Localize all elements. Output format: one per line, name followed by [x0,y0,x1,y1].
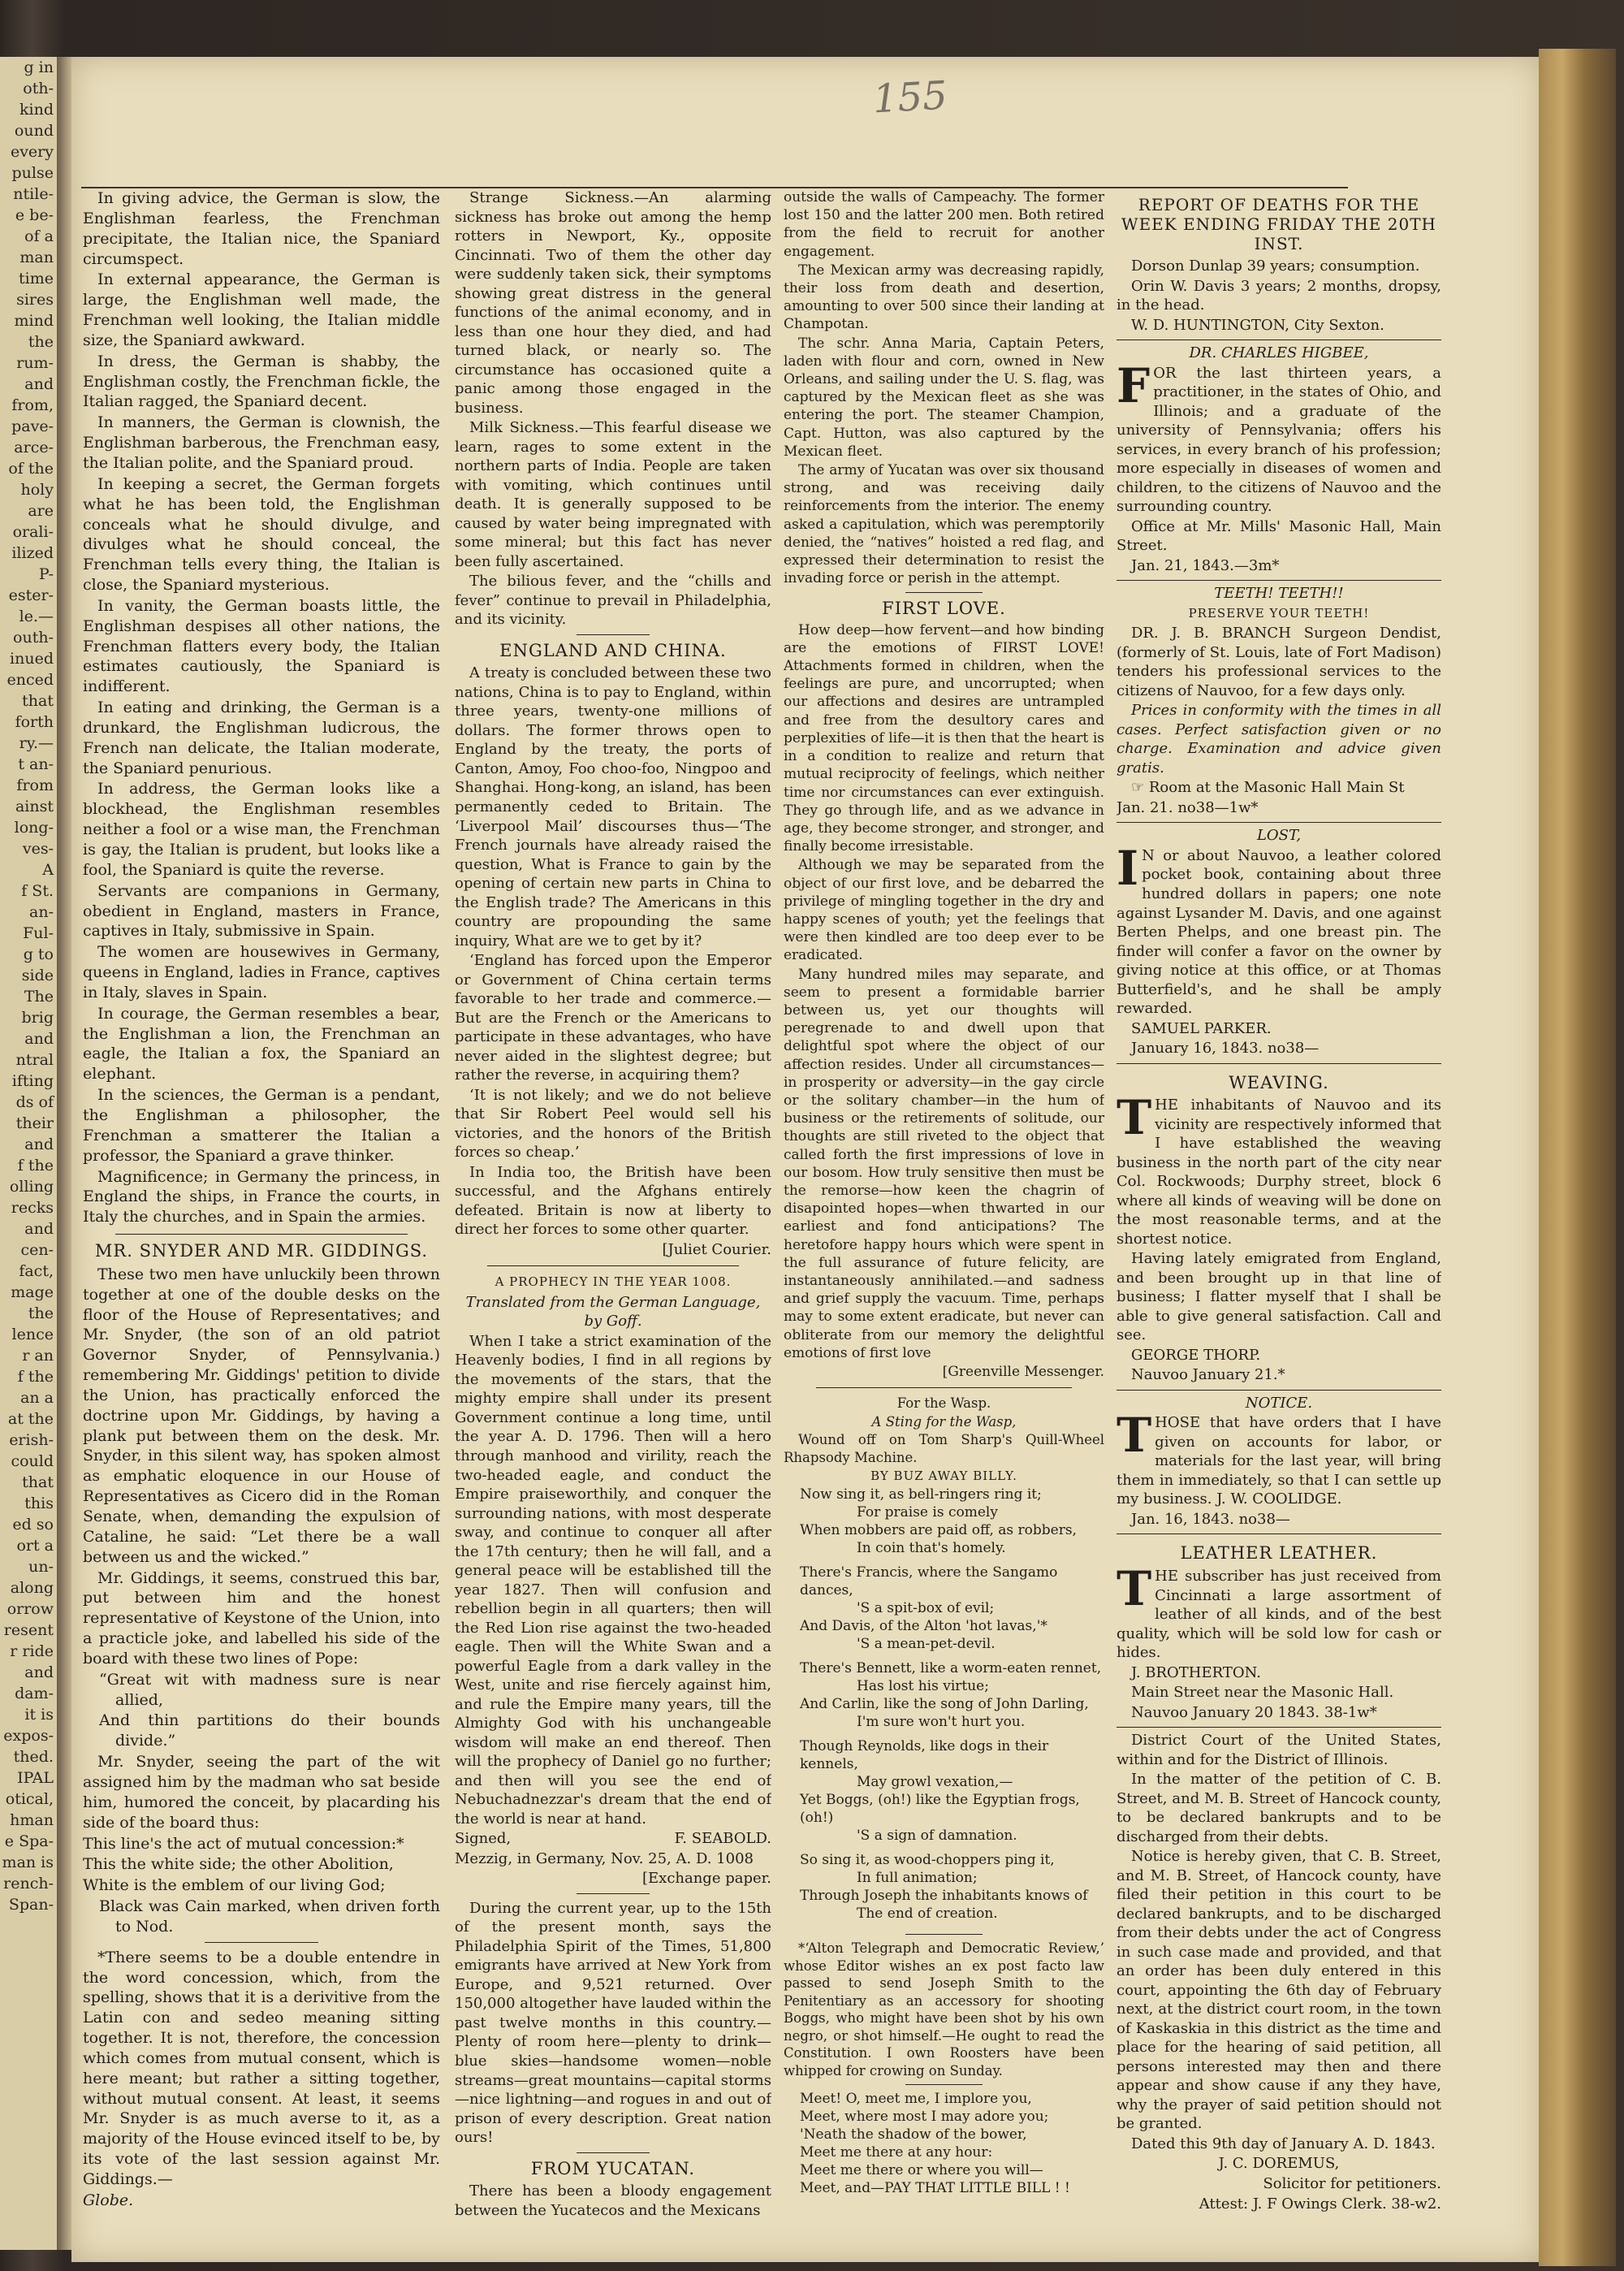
prev-page-fragment: of a [24,227,54,245]
prev-page-fragment: ves- [22,840,54,858]
prev-page-fragment: every [10,143,54,161]
prev-page-fragment: f the [17,1157,54,1174]
higbee-headline: DR. CHARLES HIGBEE, [1189,344,1369,362]
previous-page-edge [0,57,57,2250]
prev-page-fragment: ound [14,122,54,140]
poem-line: May growl vexation,— [857,1774,1013,1791]
prev-page-fragment: ort a [16,1537,54,1555]
column-2 [455,188,771,2226]
prev-page-fragment: pave- [11,417,54,435]
meet-line: Meet, where most I may adore you; [800,2109,1049,2126]
prev-page-fragment: cen- [20,1241,54,1259]
prev-page-fragment: un- [28,1558,54,1576]
prev-page-fragment: f St. [21,882,54,900]
prophecy-source: [Exchange paper. [642,1870,771,1888]
prev-page-fragment: ntile- [13,185,54,203]
love-headline: FIRST LOVE. [882,599,1006,619]
prev-page-fragment: mage [11,1283,54,1301]
leather-date: Nauvoo January 20 1843. 38-1w* [1131,1703,1377,1721]
prev-page-fragment: ester- [8,586,54,604]
court-attest: Attest: J. F Owings Clerk. 38-w2. [1199,2195,1441,2213]
signed-name: F. SEABOLD. [674,1830,771,1848]
essay-paragraph: In address, the German looks like a blockhead, the Englishman resembles neither a fool or a wise man, the Frenchman is gay, the Italian is prudent, but looks like a fool, the Spaniard is quite the reverse. [83,780,440,879]
lost-date: January 16, 1843. no38— [1131,1040,1320,1058]
yucatan-paragraph: There has been a bloody engagement between the Yucatecos and the Mexicans [455,2182,771,2219]
prev-page-fragment: brig [21,1009,54,1027]
poem-line: 'S a sign of damnation. [857,1828,1017,1845]
poem-line: Though Reynolds, like dogs in their kennels, [800,1738,1049,1773]
prev-page-fragment: ifting [11,1072,54,1090]
prev-page-fragment: that [22,692,54,710]
court-paragraph: Notice is hereby given, that C. B. Street, and M. B. Street, of Hancock county, have filed their petition in this court to be declared bankrupts, and to be discharged from their debts under the act of Congress in such case made and provided, and that an order has been duly entered in this court, appointing the 6th day of February next, at the district court room, in the town of Kaskaskia in this district as the time and place for the hearing of said petition, all persons interested may then and there appear and show cause if any they have, why the prayer of said petition should not be granted. [1116,1848,1441,2133]
essay-paragraph: The women are housewives in Germany, queens in England, ladies in France, captives in Italy, slaves in Spain. [83,943,440,1001]
yucatan-paragraph: outside the walls of Campeachy. The former lost 150 and the latter 200 men. Both retired from the field to recruit for another engagement. [784,189,1104,260]
nations-essay [83,188,440,1227]
love-paragraph: Although we may be separated from the object of our first love, and be debarred the privilege of mingling together in the dry and happy scenes of youth; yet the feelings that were then kindled are too deep ever to be eradicated. [784,857,1104,964]
short-rule [205,1942,318,1943]
prev-page-fragment: fact, [19,1262,54,1280]
prev-page-fragment: le.— [19,608,54,625]
snyder-paragraph: These two men have unluckily been thrown together at one of the double desks on the floor of the House of Representatives; and Mr. Snyder, (the son of an old patriot Governor Snyder, of Pennsylvania.) remembering Mr. Giddings' petition to divide the Union, has practically enforced the doctrine upon Mr. Giddings, by having a plank put between them on the desk. Mr. Snyder, in this silent way, has spoken almost as emphatic eloquence in our House of Representatives as Cicero did in the Roman Senate, when, demanding the expulsion of Cataline, he said: “Let there be a wall between us and the wicked.” [83,1265,440,1566]
pope-line: And thin partitions do their bounds divide.” [99,1711,440,1750]
leather-signature: J. BROTHERTON. [1131,1663,1261,1681]
book-edge [1539,49,1616,2266]
signed-label: Signed, [455,1830,512,1848]
short-rule [905,2084,983,2085]
notice-ad [1116,1390,1441,1529]
stanza-gap [800,1731,1104,1737]
prev-page-fragment: olling [9,1178,54,1196]
prev-page-fragment: outh- [13,629,54,647]
teeth-subtitle: PRESERVE YOUR TEETH! [1188,605,1370,621]
prev-page-fragment: Span- [8,1896,54,1914]
poem-line: Through Joseph the inhabitants knows of [800,1888,1088,1905]
love-paragraph: Many hundred miles may separate, and seem to present a formidable barrier between us, yet our thoughts will peregrenade to and dwell upon that delightful spot where the object of our affection resides. Under all circumstances—in prosperity or adversity—in the gay circle or the solitary chamber—in the hum of business or the retirements of solitude, our thoughts are still riveted to the object that called forth the first impressions of love in our bosom. How truly sensitive then must be the remorse—how keen the chagrin of disapointed hopes—when thwarted in our earliest and fond anticipations? The heretofore happy hours which were spent in the full assurance of future felicity, are instantaneously annihilated.—and sadness and grief supply the vacuum. Time, perhaps may to some extent eradicate, but never can obliterate from our memory the delightful emotions of first love [784,966,1104,1361]
prev-page-fragment: ntral [15,1051,54,1069]
drop-cap: T [1116,1408,1152,1464]
emigrants-paragraph: During the current year, up to the 15th of the present month, says the Philadelphia Spirit of the Times, 51,800 emigrants have arrived at New York from Europe, and 9,521 returned. Over 150,000 altogether have lauded within the past twelve months in this country.—Plenty of room here—plenty to drink—blue skies—handsome women—noble streams—great mountains—capital storms—nice lightning—and rogues in and out of prison of every description. Great nation ours! [455,1899,771,2147]
poem-line: In full animation; [857,1870,978,1887]
prev-page-fragment: A [42,861,54,879]
prev-page-fragment: an- [29,903,54,921]
poem-line: In coin that's homely. [857,1540,1006,1557]
prev-page-fragment: long- [14,819,54,837]
snyder-headline: MR. SNYDER AND MR. GIDDINGS. [94,1241,429,1261]
essay-paragraph: In giving advice, the German is slow, the Englishman fearless, the Frenchman precipitate, the Italian nice, the Spaniard circumspect. [83,189,440,268]
column-rule [816,1387,1072,1388]
meet-poem [784,2090,1104,2197]
prev-page-fragment: P- [38,565,54,583]
prev-page-fragment: their [15,1114,54,1132]
prev-page-fragment: erish- [9,1431,54,1449]
prev-page-fragment: hman [10,1811,54,1829]
teeth-ad [1116,580,1441,817]
poem-line: There's Bennett, like a worm-eaten rennet, [800,1660,1102,1677]
love-paragraph: How deep—how fervent—and how binding are the emotions of FIRST LOVE! Attachments formed in children, when the feelings are pure, and uncorrupted; when our affections and desires are untrampled and free from the desultory cares and perplexities of life—it is then that the heart is in a condition to realize and return that mutual reciprocity of feelings, which neither time nor circumstances can ever extinguish. They go through life, and as we advance in age, they become stronger, and stronger, and finally become irresistable. [784,621,1104,855]
weaving-text: HE inhabitants of Nauvoo and its vicinity are respectively informed that I have established the weaving business in the north part of the city near Col. Rockwoods; Durphy street, block 6 where all kinds of weaving will be done on the most reasonable terms, and at the shortest notice. [1116,1097,1441,1248]
yucatan-paragraph: The Mexican army was decreasing rapidly, their loss from death and desertion, amounting to over 500 since their landing at Champotan. [784,262,1104,333]
weaving-ad [1116,1063,1441,1385]
column-3 [784,188,1104,2226]
prev-page-fragment: oth- [23,80,54,97]
prev-page-fragment: Ful- [23,924,54,942]
verse-line: This line's the act of mutual concession:* [83,1834,404,1853]
weaving-date: Nauvoo January 21.* [1131,1366,1285,1384]
wasp-for: For the Wasp. [896,1395,991,1412]
stanza-gap [800,1557,1104,1564]
short-rule [577,634,650,635]
prev-page-fragment: and [24,1030,54,1048]
essay-paragraph: In the sciences, the German is a pendant, the Englishman a philosopher, the Frenchman a smatterer the Italian a professor, the Spaniard a grave thinker. [83,1086,440,1165]
prophecy-subtitle: Translated from the German Language, by Goff. [465,1293,761,1330]
teeth-text: DR. J. B. BRANCH Surgeon Dendist, (formerly of St. Louis, late of Fort Madison) tenders his professional services to the citizens of Nauvoo, for a few days only. [1116,625,1441,699]
poem-line: 'S a spit-box of evil; [857,1600,995,1617]
prev-page-fragment: and [24,1663,54,1681]
strange-sickness: Strange Sickness.—An alarming sickness has broke out among the hemp rotters in Newport, Ky., opposite Cincinnati. Two of them the other day were suddenly taken sick, their symptoms showing great distress in the general functions of the animal economy, and in less than one hour they died, and had turned black, or nearly so. The circumstance has occasioned quite a panic among those engaged in the business. [455,189,771,417]
prev-page-fragment: The [24,988,54,1006]
verse-line: White is the emblem of our living God; [83,1876,386,1895]
prev-page-fragment: lence [11,1326,54,1343]
page-number: 155 [871,72,949,123]
lost-text: N or about Nauvoo, a leather colored pocket book, containing about three hundred dollars in papers; one note against Lysander M. Davis, and one against Berten Phelps, and one breast pin. The finder will confer a favor on the owner by giving notice at this office, or at Thomas Butterfield's, and he shall be amply rewarded. [1116,846,1441,1018]
prev-page-fragment: g in [24,58,54,76]
notice-headline: NOTICE. [1245,1394,1313,1412]
meet-line: Meet! O, meet me, I implore you, [800,2091,1032,2108]
china-paragraph: A treaty is concluded between these two nations, China is to pay to England, within three years, twenty-one millions of dollars. The former throws open to England by the treaty, the ports of Canton, Amoy, Foo choo-foo, Ningpoo and Shanghai. Hong-kong, an island, has been permanently ceded to Britain. The ‘Liverpool Mail’ discourses thus—‘The French journals have already raised the question, What is France to gain by the opening of certain new parts in China to the English trade? The Americans in this country are propounding the same inquiry, What are we to get by it? [455,664,771,949]
poem-line: So sing it, as wood-choppers ping it, [800,1852,1055,1869]
notice-date: Jan. 16, 1843. no38— [1131,1510,1290,1528]
prev-page-fragment: ry.— [19,734,54,752]
prophecy-headline: A PROPHECY IN THE YEAR 1008. [495,1274,732,1290]
lost-headline: LOST, [1256,827,1302,845]
yucatan-headline: FROM YUCATAN. [530,2158,696,2178]
stanza-gap [800,1653,1104,1659]
prev-page-fragment: sires [16,291,54,309]
prev-page-fragment: and [24,1220,54,1238]
prev-page-fragment: t an- [18,755,54,773]
prev-page-fragment: side [21,967,54,984]
pope-line: “Great wit with madness sure is near allied, [99,1670,440,1709]
death-entry: Orin W. Davis 3 years; 2 months, dropsy, in the head. [1116,277,1441,314]
prev-page-fragment: of the [8,460,54,478]
prev-page-fragment: that [22,1473,54,1491]
short-rule [577,1893,650,1894]
poem-line: Yet Boggs, (oh!) like the Egyptian frogs, (oh!) [800,1792,1080,1827]
prev-page-fragment: forth [15,713,54,731]
prev-page-fragment: it is [24,1706,54,1724]
meet-line: Meet me there or where you will— [800,2162,1043,2179]
prev-page-fragment: r an [22,1347,54,1365]
prev-page-fragment: rench- [3,1875,54,1892]
higbee-date: Jan. 21, 1843.—3m* [1131,556,1280,574]
wasp-poem [784,1486,1104,1929]
poem-line: When mobbers are paid off, as robbers, [800,1522,1077,1539]
prev-page-fragment: from [16,776,54,794]
prev-page-fragment: expos- [3,1727,54,1745]
prev-page-fragment: g to [23,945,54,963]
column-rule [115,1234,408,1235]
weaving-text-2: Having lately emigrated from England, and been brought up in that line of business; I flatter myself that I shall be able to give general satisfaction. Call and see. [1116,1250,1441,1344]
sexton-signature: W. D. HUNTINGTON, City Sexton. [1131,316,1384,334]
leather-text: HE subscriber has just received from Cincinnati a large assortment of leather of all kinds, and of the best quality, which will be sold low for cash or hides. [1116,1568,1441,1662]
prev-page-fragment: IPAL [17,1769,54,1787]
prev-page-fragment: otical, [5,1790,54,1808]
higbee-text: OR the last thirteen years, a practitioner, in the states of Ohio, and Illinois; and a graduate of the university of Pennsylvania; offers his services, in every branch of his profession; more especially in diseases of women and children, to the citizens of Nauvoo and the surrounding country. [1116,364,1441,516]
prev-page-fragment: man [19,249,54,266]
prev-page-fragment: resent [3,1621,54,1639]
poem-line: Has lost his virtue; [857,1678,989,1695]
prev-page-fragment: and [24,1136,54,1153]
wasp-byline: BY BUZ AWAY BILLY. [870,1469,1017,1484]
meet-line: 'Neath the shadow of the bower, [800,2126,1027,2143]
yucatan-paragraph: The army of Yucatan was over six thousand strong, and was receiving daily reinforcements from the interior. The enemy asked a capitulation, which was peremptorily denied, the “natives” hoisted a red flag, and expressed their determination to resist the invading force or perish in the attempt. [784,462,1104,587]
short-rule [905,1934,983,1935]
notice-text: HOSE that have orders that I have given on accounts for labor, or materials for the last year, will bring them in immediately, so that I can settle up my business. J. W. COOLIDGE. [1116,1414,1441,1508]
stanza-gap [800,1923,1104,1929]
snyder-paragraph: Mr. Giddings, it seems, construed this bar, put between him and the honest representative of Keystone of the Union, into a practicle joke, and labelled his side of the board with these two lines of Pope: [83,1568,440,1668]
prev-page-fragment: mind [14,312,54,330]
drop-cap: I [1116,840,1139,896]
bilious-fever: The bilious fever, and the “chills and fever” continue to prevail in Philadelphia, and its vicinity. [455,573,771,629]
leather-ad [1116,1533,1441,1722]
poem-line: And Davis, of the Alton 'hot lavas,'* [800,1618,1047,1635]
column-1 [83,188,440,2226]
footnote-source: Globe. [83,2191,134,2209]
prev-page-fragment: are [28,502,54,520]
court-signature: J. C. DOREMUS, [1218,2155,1340,2173]
court-paragraph: In the matter of the petition of C. B. Street, and M. B. Street of Hancock county, to be declared bankrupts and to be discharged from their debts. [1116,1771,1441,1845]
china-paragraph: ‘It is not likely; and we do not believe that Sir Robert Peel would sell his victories, and the honors of the British forces so cheap.’ [455,1086,771,1161]
prev-page-fragment: ainst [15,798,54,815]
lost-ad [1116,822,1441,1058]
court-heading: District Court of the United States, within and for the District of Illinois. [1116,1732,1441,1768]
short-rule [905,592,983,593]
prev-page-fragment: pulse [11,164,54,182]
essay-paragraph: In courage, the German resembles a bear, the Englishman a lion, the Frenchman an eagle, the Italian a fox, the Spaniard an elephant. [83,1004,440,1084]
wasp-title: A Sting for the Wasp, [871,1413,1017,1430]
essay-paragraph: In external appearance, the German is large, the Englishman well made, the Frenchman well looking, the Italian middle size, the Spaniard awkward. [83,270,440,349]
teeth-prices: Prices in conformity with the times in all cases. Perfect satisfaction given or no charge. Examination and advice given gratis. [1116,702,1441,776]
prev-page-fragment: arce- [14,439,54,456]
prev-page-fragment: orali- [12,523,54,541]
prev-page-fragment: an a [20,1389,54,1407]
essay-paragraph: In keeping a secret, the German forgets what he has been told, the Englishman conceals what he should divulge, and divulges what he should conceal, the Frenchman tells every thing, the Italian is close, the Spaniard mysterious. [83,474,440,595]
court-dated: Dated this 9th day of January A. D. 1843. [1131,2135,1436,2152]
prophecy-place: Mezzig, in Germany, Nov. 25, A. D. 1008 [455,1849,754,1867]
prev-page-fragment: could [11,1452,54,1470]
china-source: [Juliet Courier. [662,1240,771,1258]
drop-cap: T [1116,1561,1152,1616]
leather-headline: LEATHER LEATHER. [1180,1543,1378,1564]
teeth-headline: TEETH! TEETH!! [1214,585,1344,603]
prev-page-fragment: rum- [16,354,54,372]
snyder-paragraph: Mr. Snyder, seeing the part of the wit assigned him by the madman who sat beside him, humored the conceit, by placarding his side of the board thus: [83,1753,440,1832]
prev-page-fragment: and [24,375,54,393]
poem-line: For praise is comely [857,1504,998,1521]
prev-page-fragment: kind [19,101,54,119]
lost-signature: SAMUEL PARKER. [1131,1019,1272,1037]
love-source: [Greenville Messenger. [942,1364,1104,1380]
verse-line: Black was Cain marked, when driven forth to Nod. [99,1897,440,1936]
prev-page-fragment: ds of [15,1093,54,1111]
prev-page-fragment: f the [17,1368,54,1386]
yucatan-paragraph: The schr. Anna Maria, Captain Peters, laden with flour and corn, owned in New Orleans, and sailing under the U. S. flag, was captured by the Mexican fleet as she was entering the port. The steamer Champion, Capt. Hutton, was also captured by the Mexican fleet. [784,335,1104,460]
meet-line: Meet, and—PAY THAT LITTLE BILL ! ! [800,2180,1070,2197]
prev-page-fragment: e be- [15,206,54,224]
court-role: Solicitor for petitioners. [1263,2174,1441,2192]
poem-line: I'm sure won't hurt you. [857,1714,1026,1731]
higbee-ad [1116,340,1441,575]
weaving-headline: WEAVING. [1229,1072,1329,1092]
prev-page-fragment: enced [6,671,54,689]
prev-page-fragment: e Spa- [4,1832,54,1850]
column-rule [487,1265,739,1266]
short-rule [577,2152,650,2153]
essay-paragraph: In eating and drinking, the German is a drunkard, the Englishman ludicrous, the French nan delicate, the Italian moderate, the Spaniard penurious. [83,699,440,777]
prev-page-fragment: the [28,1304,54,1322]
wasp-subtitle: Wound off on Tom Sharp's Quill-Wheel Rhapsody Machine. [784,1432,1104,1465]
essay-paragraph: In dress, the German is shabby, the Englishman costly, the Frenchman fickle, the Italian ragged, the Spaniard decent. [83,352,440,411]
teeth-room: ☞ Room at the Masonic Hall Main St [1131,779,1405,797]
prev-page-fragment: dam- [15,1685,54,1702]
prev-page-fragment: time [19,270,54,288]
prev-page-fragment: this [24,1495,54,1512]
wasp-note: *‘Alton Telegraph and Democratic Review,’ whose Editor wishes an ex post facto law passed to send Joseph Smith to the Penitentiary as an accessory for shooting Boggs, who might have been shot by his own negro, or shot himself.—He ought to read the Constitution. I own Roosters have been whipped for crowing on Sunday. [784,1940,1104,2079]
verse-line: This the white side; the other Abolition, [83,1855,394,1874]
column-4 [1116,188,1441,2226]
china-paragraph: In India too, the British have been successful, and the Afghans entirely defeated. Britain is now at liberty to direct her forces to some other quarter. [455,1163,771,1239]
prev-page-fragment: along [10,1579,54,1597]
prev-page-fragment: recks [11,1199,54,1217]
prev-page-fragment: holy [20,481,54,499]
essay-paragraph: In manners, the German is clownish, the Englishman barberous, the Frenchman easy, the Italian polite, and the Spaniard proud. [83,413,440,472]
prev-page-fragment: r ride [10,1642,54,1660]
china-headline: ENGLAND AND CHINA. [499,640,727,660]
poem-line: 'S a mean-pet-devil. [857,1636,996,1653]
footnote: *There seems to be a double entendre in the word concession, which, from the spelling, shows that it is a derivitive from the Latin con and sedeo meaning sitting together. It is not, therefore, the concession which comes from mutual consent, which is here meant; but rather a sitting together, without mutual consent. At least, it seems Mr. Snyder is as much averse to it, as a majority of the House evinced itself to be, by its vote of the last session against Mr. Giddings.— [83,1948,440,2188]
prev-page-fragment: man is [2,1854,54,1871]
meet-line: Meet me there at any hour: [800,2144,993,2161]
poem-line: Now sing it, as bell-ringers ring it; [800,1486,1042,1503]
prev-page-fragment: ed so [12,1516,54,1533]
china-paragraph: ‘England has forced upon the Emperor or Government of China certain terms favorable to her trade and commerce.—But are the French or the Americans to participate in these advantages, who have never aided in the slightest degree; but rather the reverse, in acquiring them? [455,952,771,1084]
gutter-shadow [57,57,73,2250]
essay-paragraph: In vanity, the German boasts little, the Englishman despises all other nations, the Frenchman flatters every body, the Italian estimates cautiously, the Spaniard is indifferent. [83,596,440,696]
drop-cap: T [1116,1090,1152,1146]
prev-page-fragment: from, [11,396,54,414]
prev-page-fragment: the [28,333,54,351]
teeth-date: Jan. 21. no38—1w* [1116,798,1259,816]
court-notice [1116,1727,1441,2213]
essay-paragraph: Servants are companions in Germany, obedient in England, masters in France, captives in Italy, submissive in Spain. [83,881,440,941]
stanza-gap [800,1845,1104,1851]
prev-page-fragment: thed. [13,1748,54,1766]
milk-sickness: Milk Sickness.—This fearful disease we learn, rages to some extent in the northern parts of India. People are taken with vomiting, which continues until death. It is generally supposed to be caused by water being impregnated with some mineral; but this fact has never been fully ascertained. [455,419,771,570]
poem-line: There's Francis, where the Sangamo dances, [800,1564,1058,1599]
poem-line: And Carlin, like the song of John Darling, [800,1696,1089,1713]
essay-paragraph: Magnificence; in Germany the princess, in England the ships, in France the courts, in Italy the churches, and in Spain the armies. [83,1167,440,1226]
leather-address: Main Street near the Masonic Hall. [1131,1684,1394,1702]
drop-cap: F [1116,357,1151,413]
deaths-headline: REPORT OF DEATHS FOR THE WEEK ENDING FRIDAY THE 20TH INST. [1121,195,1436,253]
prophecy-text: When I take a strict examination of the Heavenly bodies, I find in all regions by the movements of the stars, that the mighty empire shall under its present Government continue a long time, until the year A. D. 1796. Then will a hero through manhood and virility, reach the two-headed eagle, and conduct the Empire praiseworthily, and conquer the surrounding nations, with most desperate sway, and continue to conquer all after the 17th century; then he will fall, and a general peace will be established till the year 1827. Then will confusion and rebellion begin in all quarters; then will the Red Lion rise against the two-headed eagle. Then will the White Swan and a powerful Eagle from a dark valley in the West, unite and rise fiercely against him, and rule the Empire many years, till the Almighty God with his unchangeable wisdom will make an end thereof. Then will the prophecy of Daniel go no further; and then will you see the end of Nebuchadnezzar's dream that the end of the world is near at hand. [455,1332,771,1828]
weaving-signature: GEORGE THORP. [1131,1346,1261,1364]
prev-page-fragment: ilized [11,544,54,562]
death-entry: Dorson Dunlap 39 years; consumption. [1131,257,1420,275]
poem-line: The end of creation. [857,1905,998,1923]
prev-page-fragment: inued [10,650,54,668]
higbee-office: Office at Mr. Mills' Masonic Hall, Main Street. [1116,517,1441,555]
prev-page-fragment: at the [7,1410,54,1428]
prev-page-fragment: orrow [6,1600,54,1618]
